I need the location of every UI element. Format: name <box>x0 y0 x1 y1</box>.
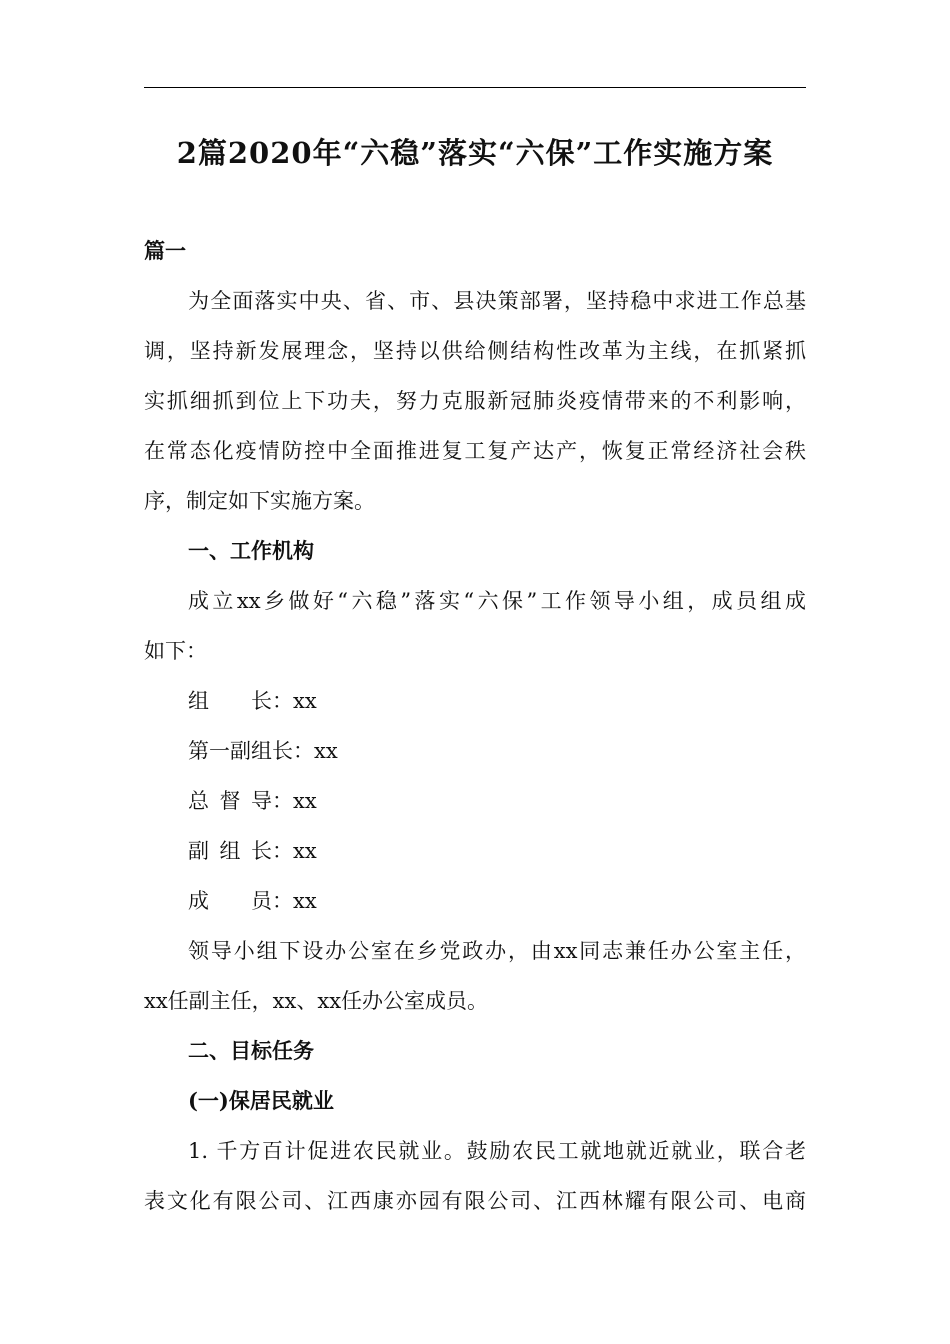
member-row <box>188 886 868 916</box>
member-separator: ： <box>272 789 293 813</box>
intro-line-2: 调，坚持新发展理念，坚持以供给侧结构性改革为主线，在抓紧抓 <box>144 339 806 363</box>
part-heading: 篇一 <box>144 238 186 263</box>
subsection1-heading: (一)保居民就业 <box>188 1088 334 1113</box>
office-line-1: 领导小组下设办公室在乡党政办，由xx同志兼任办公室主任， <box>188 939 806 963</box>
member-separator: ： <box>293 739 314 763</box>
intro-line-3: 实抓细抓到位上下功夫，努力克服新冠肺炎疫情带来的不利影响， <box>144 389 806 413</box>
section1-heading: 一、工作机构 <box>188 538 314 563</box>
item1-line-2: 表文化有限公司、江西康亦园有限公司、江西林耀有限公司、电商 <box>144 1189 806 1213</box>
member-row <box>188 736 868 766</box>
section2-heading: 二、目标任务 <box>188 1038 314 1063</box>
member-name: xx <box>293 789 317 813</box>
member-role: 副组长 <box>188 839 272 863</box>
member-role: 第一副组长 <box>188 739 293 763</box>
intro-line-5: 序，制定如下实施方案。 <box>144 489 375 513</box>
header-rule <box>144 87 806 88</box>
member-separator: ： <box>272 889 293 913</box>
member-name: xx <box>293 689 317 713</box>
section1-para-line-1: 成立xx乡做好“六稳”落实“六保”工作领导小组，成员组成 <box>188 589 806 613</box>
member-row <box>188 786 868 816</box>
item1-line-1: 1. 千方百计促进农民就业。鼓励农民工就地就近就业，联合老 <box>188 1139 806 1163</box>
member-role: 组长 <box>188 689 272 713</box>
member-name: xx <box>314 739 338 763</box>
member-role: 总督导 <box>188 789 272 813</box>
member-separator: ： <box>272 839 293 863</box>
member-name: xx <box>293 839 317 863</box>
member-name: xx <box>293 889 317 913</box>
office-line-2: xx任副主任，xx、xx任办公室成员。 <box>144 989 489 1013</box>
document-title: 2篇2020年“六稳”落实“六保”工作实施方案 <box>176 136 774 170</box>
member-row <box>188 836 868 866</box>
intro-line-1: 为全面落实中央、省、市、县决策部署，坚持稳中求进工作总基 <box>166 289 806 313</box>
member-row <box>188 686 868 716</box>
member-separator: ： <box>272 689 293 713</box>
member-role: 成员 <box>188 889 272 913</box>
section1-para-line-2: 如下： <box>144 639 207 663</box>
intro-line-4: 在常态化疫情防控中全面推进复工复产达产，恢复正常经济社会秩 <box>144 439 806 463</box>
